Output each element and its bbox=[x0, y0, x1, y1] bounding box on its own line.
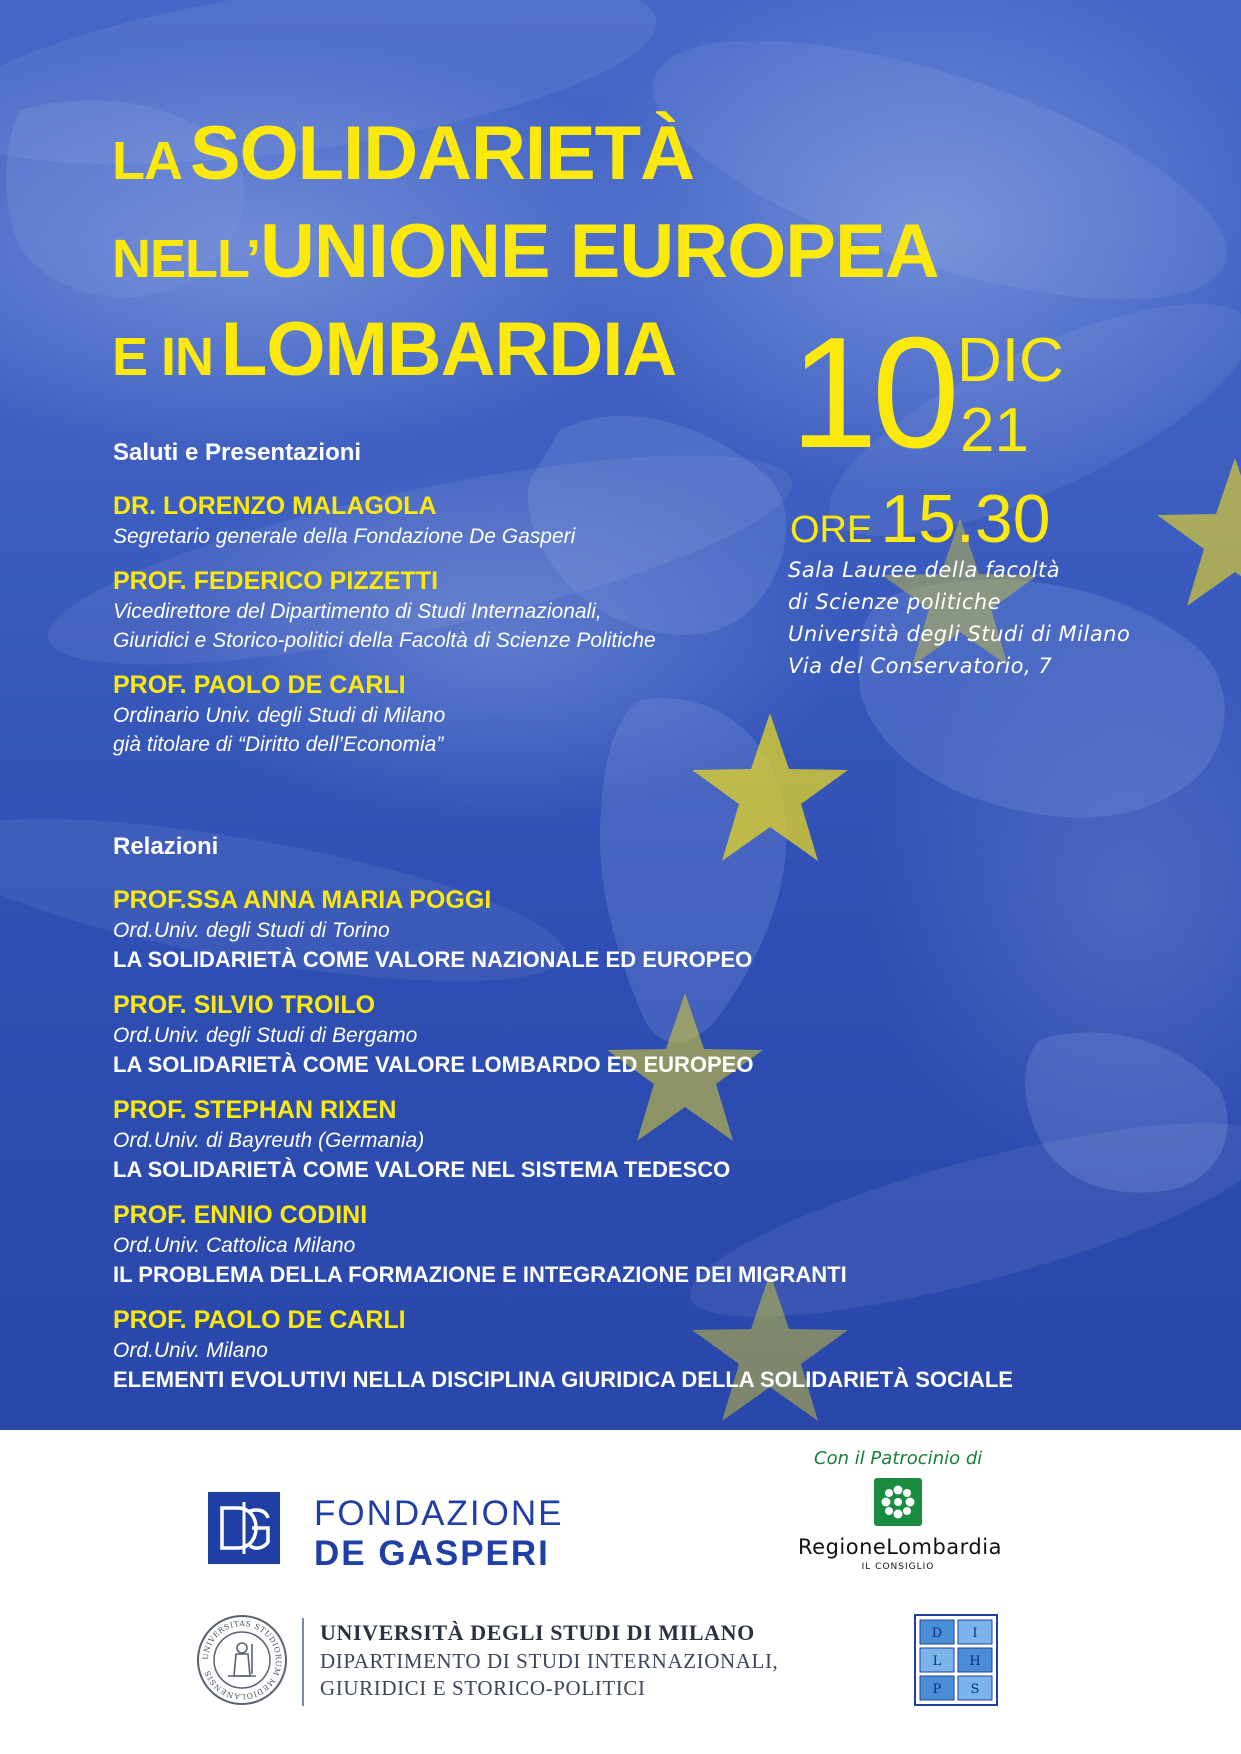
talk-topic: IL PROBLEMA DELLA FORMAZIONE E INTEGRAZIONE DEI MIGRANTI bbox=[113, 1262, 847, 1287]
puzzle-letter: I bbox=[972, 1626, 978, 1641]
title-word: LOMBARDIA bbox=[220, 307, 677, 392]
speaker-role: Giuridici e Storico-politici della Facoltà di Scienze Politiche bbox=[113, 629, 656, 652]
date-year: 21 bbox=[960, 396, 1029, 465]
talk-topic: LA SOLIDARIETÀ COME VALORE NAZIONALE ED EUROPEO bbox=[113, 947, 753, 972]
seal-text: UNIVERSITAS STUDIORUM MEDIOLANENSIS bbox=[200, 1618, 284, 1702]
puzzle-letter: L bbox=[932, 1654, 942, 1669]
dilhps-logo bbox=[914, 1614, 998, 1711]
speaker-role: già titolare di “Diritto dell’Economia” bbox=[113, 733, 444, 756]
speaker-role: Segretario generale della Fondazione De Gasperi bbox=[113, 525, 576, 548]
title-line-1 bbox=[112, 112, 939, 210]
puzzle-letter: P bbox=[932, 1682, 942, 1697]
puzzle-letter: D bbox=[931, 1626, 943, 1641]
regione-lombardia-name: RegioneLombardia bbox=[798, 1535, 1002, 1559]
speaker-name: DR. LORENZO MALAGOLA bbox=[113, 492, 437, 520]
fdg-wordmark bbox=[314, 1494, 563, 1574]
event-venue bbox=[788, 554, 1130, 682]
talk-entry bbox=[113, 1094, 1013, 1184]
speaker-name: PROF. PAOLO DE CARLI bbox=[113, 671, 406, 699]
title-word: LA bbox=[112, 131, 182, 191]
speaker-name: PROF.SSA ANNA MARIA POGGI bbox=[113, 886, 492, 914]
fdg-line-2: DE GASPERI bbox=[314, 1534, 550, 1573]
fondazione-de-gasperi-logo bbox=[208, 1492, 564, 1573]
puzzle-letter: S bbox=[970, 1682, 980, 1697]
title-word: SOLIDARIETÀ bbox=[189, 111, 694, 196]
puzzle-letter: H bbox=[969, 1654, 981, 1669]
speaker-role: Ord.Univ. Milano bbox=[113, 1339, 268, 1362]
speaker-entry bbox=[113, 565, 656, 655]
talk-entry bbox=[113, 1304, 1013, 1394]
venue-line: Sala Lauree della facoltà bbox=[788, 558, 1061, 582]
unimi-wordmark bbox=[320, 1618, 778, 1702]
university-seal-icon bbox=[196, 1614, 288, 1706]
unimi-name: UNIVERSITÀ DEGLI STUDI DI MILANO bbox=[320, 1620, 755, 1645]
speaker-entry bbox=[113, 669, 656, 759]
speaker-role: Vicedirettore del Dipartimento di Studi Internazionali, bbox=[113, 600, 602, 623]
regione-lombardia-logo bbox=[798, 1478, 1002, 1572]
title-word: UNIONE EUROPEA bbox=[260, 209, 939, 294]
speaker-name: PROF. SILVIO TROILO bbox=[113, 991, 376, 1019]
section-heading: Saluti e Presentazioni bbox=[113, 439, 362, 466]
star-icon bbox=[1157, 458, 1241, 606]
title-word: NELL’ bbox=[112, 229, 261, 289]
date-month: DIC bbox=[957, 326, 1064, 395]
patronage-label: Con il Patrocinio di bbox=[814, 1448, 983, 1469]
speaker-role: Ord.Univ. Cattolica Milano bbox=[113, 1234, 356, 1257]
venue-line: Università degli Studi di Milano bbox=[788, 622, 1131, 646]
speaker-name: PROF. STEPHAN RIXEN bbox=[113, 1096, 397, 1124]
talks-section bbox=[113, 832, 1013, 1394]
rosa-camuna-icon bbox=[874, 1478, 922, 1526]
talk-entry bbox=[113, 884, 1013, 974]
date-day: 10 bbox=[790, 305, 954, 481]
regione-lombardia-sub: IL CONSIGLIO bbox=[861, 1562, 935, 1572]
talk-topic: LA SOLIDARIETÀ COME VALORE LOMBARDO ED EUROPEO bbox=[113, 1052, 754, 1077]
fdg-monogram-icon bbox=[208, 1492, 280, 1564]
unimi-dept-line-2: GIURIDICI E STORICO-POLITICI bbox=[320, 1676, 646, 1700]
speaker-role: Ord.Univ. degli Studi di Torino bbox=[113, 919, 390, 942]
event-time bbox=[790, 480, 1051, 558]
talk-entry bbox=[113, 989, 1013, 1079]
speaker-role: Ord.Univ. di Bayreuth (Germania) bbox=[113, 1129, 425, 1152]
speaker-role: Ordinario Univ. degli Studi di Milano bbox=[113, 704, 446, 727]
unimi-divider bbox=[302, 1618, 304, 1706]
venue-line: Via del Conservatorio, 7 bbox=[788, 654, 1053, 678]
section-heading: Relazioni bbox=[113, 833, 219, 860]
talk-topic: ELEMENTI EVOLUTIVI NELLA DISCIPLINA GIURIDICA DELLA SOLIDARIETÀ SOCIALE bbox=[113, 1367, 1013, 1392]
speaker-name: PROF. ENNIO CODINI bbox=[113, 1201, 368, 1229]
speaker-role: Ord.Univ. degli Studi di Bergamo bbox=[113, 1024, 418, 1047]
unimi-logo bbox=[196, 1614, 779, 1711]
title-line-2 bbox=[112, 210, 939, 308]
unimi-dept-line-1: DIPARTIMENTO DI STUDI INTERNAZIONALI, bbox=[320, 1649, 779, 1673]
title-word: E IN bbox=[112, 327, 214, 387]
time-value: 15.30 bbox=[880, 481, 1051, 557]
speaker-name: PROF. PAOLO DE CARLI bbox=[113, 1306, 406, 1334]
fdg-line-1: FONDAZIONE bbox=[314, 1494, 564, 1533]
speaker-entry bbox=[113, 490, 656, 551]
talk-topic: LA SOLIDARIETÀ COME VALORE NEL SISTEMA TEDESCO bbox=[113, 1157, 731, 1182]
talk-entry bbox=[113, 1199, 1013, 1289]
venue-line: di Scienze politiche bbox=[788, 590, 1002, 614]
fdg-monogram-text: DG bbox=[243, 1560, 245, 1561]
time-label: ORE bbox=[790, 509, 873, 551]
puzzle-logo-icon bbox=[914, 1614, 998, 1706]
speaker-name: PROF. FEDERICO PIZZETTI bbox=[113, 567, 439, 595]
greetings-section bbox=[113, 438, 656, 759]
